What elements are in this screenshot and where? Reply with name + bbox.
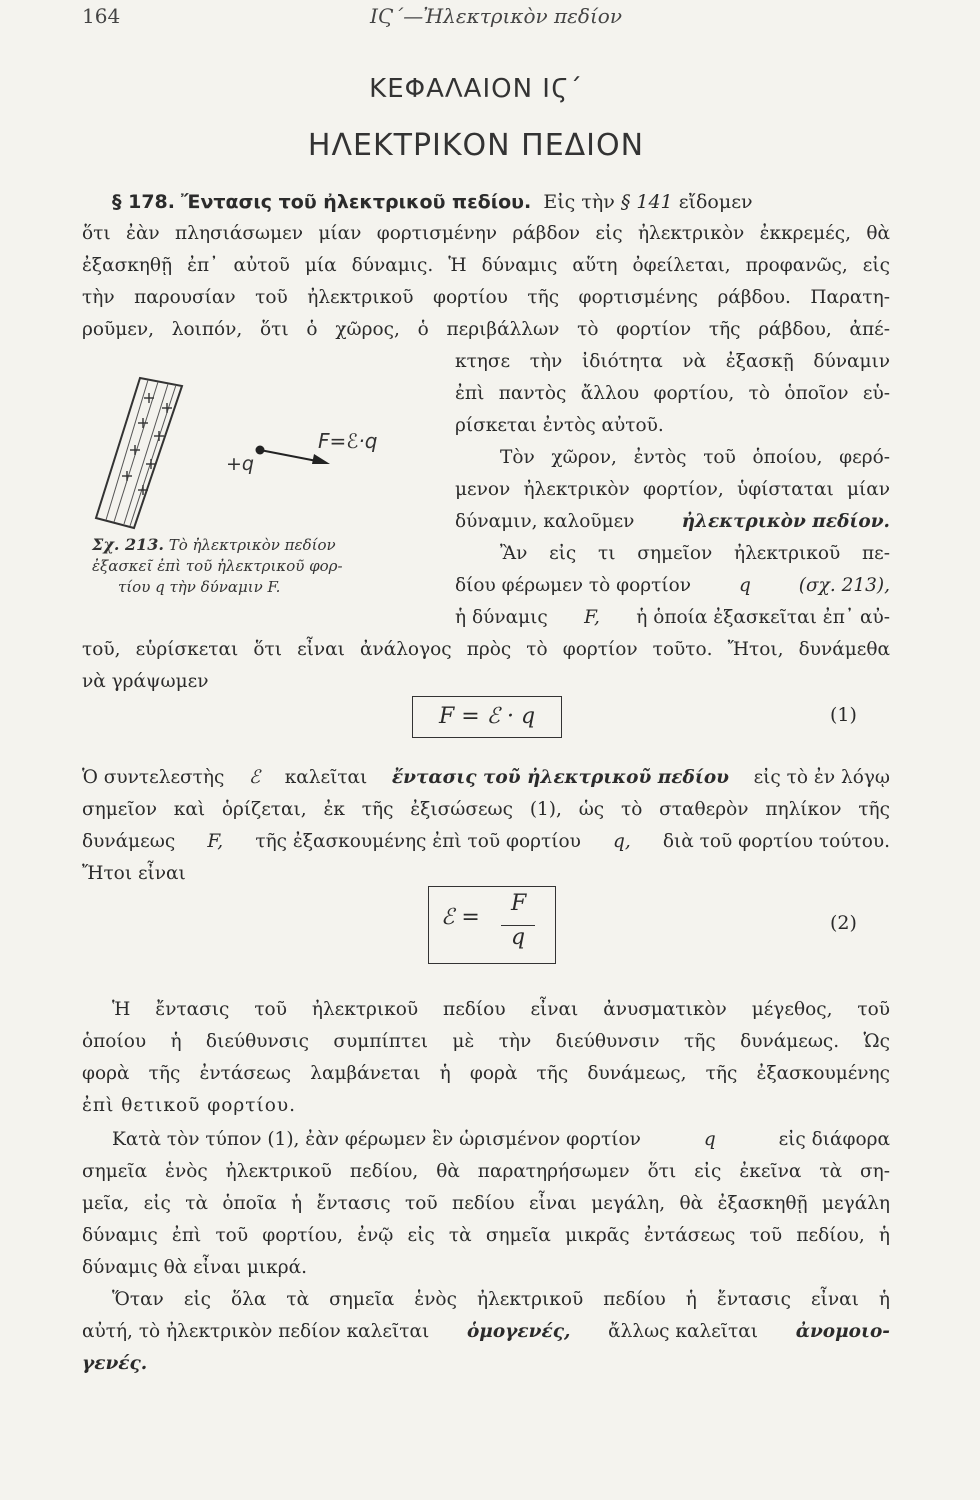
text-line — [82, 762, 890, 794]
text-line: ρίσκεται ἐντὸς αὐτοῦ. — [455, 415, 664, 436]
text-line: Τὸν χῶρον, ἐντὸς τοῦ ὁποίου, φερό- — [500, 447, 890, 468]
running-title: ΙϚ΄—Ἠλεκτρικὸν πεδίον — [370, 4, 622, 28]
term-field-intensity: ἔντασις τοῦ ἠλεκτρικοῦ πεδίου — [391, 767, 729, 788]
text-segment: (σχ. 213), — [798, 575, 890, 596]
symbol-q: q, — [612, 831, 631, 852]
page-number: 164 — [82, 4, 121, 28]
force-arrowhead — [312, 454, 330, 464]
text-segment: καλεῖται — [284, 767, 368, 788]
caption-text: ἐξασκεῖ ἐπὶ τοῦ ἠλεκτρικοῦ φορ- — [92, 557, 343, 575]
text-line: κτησε τὴν ἰδιότητα νὰ ἐξασκῇ δύναμιν — [455, 351, 890, 372]
text-segment: εἰς τὸ ἐν λόγῳ — [753, 767, 890, 788]
text-line: σημεῖα ἑνὸς ἠλεκτρικοῦ πεδίου, θὰ παρατηρήσωμεν ὅτι εἰς ἐκεῖνα τὰ ση- — [82, 1161, 890, 1182]
text-line: μεῖα, εἰς τὰ ὁποῖα ἡ ἔντασις τοῦ πεδίου εἶναι μεγάλη, θὰ ἐξασκηθῇ μεγάλη — [82, 1193, 890, 1214]
section-number: § 178. — [112, 191, 175, 213]
charged-rod — [96, 378, 182, 528]
caption-text: Τὸ ἠλεκτρικὸν πεδίον — [168, 536, 336, 554]
text-line: ροῦμεν, λοιπόν, ὅτι ὁ χῶρος, ὁ περιβάλλων τὸ φορτίον τῆς ράβδου, ἀπέ- — [82, 319, 890, 340]
term-inhomogeneous: ἀνομοιο- — [795, 1321, 890, 1342]
text-line: ὁποίου ἡ διεύθυνσις συμπίπτει μὲ τὴν διεύθυνσιν τῆς δυνάμεως. Ὡς — [82, 1031, 890, 1052]
text-line — [455, 570, 890, 602]
equation-2-lhs: ℰ = — [441, 905, 480, 930]
text-line: δύναμις ἐπὶ τοῦ φορτίου, ἐνῷ εἰς τὰ σημεῖα μικρᾶς ἐντάσεως τοῦ πεδίου, ἡ — [82, 1225, 890, 1246]
text-segment: αὐτή, τὸ ἠλεκτρικὸν πεδίον καλεῖται — [82, 1321, 430, 1342]
symbol-q: q — [738, 575, 751, 596]
text-segment: δυνάμεως — [82, 831, 176, 852]
figure-caption — [92, 534, 392, 598]
text-line: σημεῖον καὶ ὁρίζεται, ἐκ τῆς ἐξισώσεως (1), ὡς τὸ σταθερὸν πηλίκον τῆς — [82, 799, 890, 820]
text-segment: ἄλλως καλεῖται — [608, 1321, 758, 1342]
text-segment: εἴδομεν — [678, 191, 753, 213]
text-line: ἐπὶ παντὸς ἄλλου φορτίου, τὸ ὁποῖον εὑ- — [455, 383, 890, 404]
text-segment: ἡ δύναμις — [455, 607, 548, 628]
text-line: μενον ἠλεκτρικὸν φορτίον, ὑφίσταται μίαν — [455, 479, 890, 500]
charge-label: +q — [226, 453, 254, 475]
symbol-E: ℰ — [248, 767, 261, 788]
text-line — [455, 602, 890, 634]
text-line — [82, 826, 890, 858]
text-line: γενές. — [82, 1353, 148, 1374]
text-line: τὴν παρουσίαν τοῦ ἠλεκτρικοῦ φορτίου τῆς φορτισμένης ράβδου. Παρατη- — [82, 287, 890, 308]
text-segment: δύναμιν, καλοῦμεν — [455, 511, 635, 532]
symbol-F: F, — [584, 607, 600, 628]
equation-2-number: (2) — [830, 912, 857, 934]
text-segment: Εἰς τὴν — [543, 191, 615, 213]
equation-1: F = ℰ · q — [412, 696, 562, 738]
section-reference: § 141 — [620, 191, 673, 213]
symbol-q: q — [703, 1129, 716, 1150]
text-line: ἐξασκηθῇ ἐπ᾽ αὐτοῦ μία δύναμις. Ἡ δύναμις αὕτη ὀφείλεται, προφανῶς, εἰς — [82, 255, 890, 276]
equation-2-denominator: q — [511, 925, 526, 950]
text-line: δύναμις θὰ εἶναι μικρά. — [82, 1257, 307, 1278]
equation-1-number: (1) — [830, 704, 857, 726]
term-electric-field: ἠλεκτρικὸν πεδίον. — [681, 511, 890, 532]
caption-label: Σχ. 213. — [92, 535, 164, 554]
text-line: Ἤτοι εἶναι — [82, 863, 186, 884]
section-heading: Ἔντασις τοῦ ἠλεκτρικοῦ πεδίου. — [181, 191, 532, 213]
text-line — [455, 506, 890, 538]
text-line: ἐπὶ θετικοῦ φορτίου. — [82, 1095, 296, 1116]
text-segment: τῆς ἐξασκουμένης ἐπὶ τοῦ φορτίου — [255, 831, 581, 852]
text-line: Ἂν εἰς τι σημεῖον ἠλεκτρικοῦ πε- — [500, 543, 890, 564]
text-segment: διὰ τοῦ φορτίου τούτου. — [662, 831, 890, 852]
text-line: νὰ γράψωμεν — [82, 671, 209, 692]
text-segment: δίου φέρωμεν τὸ φορτίον — [455, 575, 691, 596]
equation-2 — [428, 886, 556, 964]
text-line — [82, 1316, 890, 1348]
term-homogeneous: ὁμογενές, — [466, 1321, 571, 1342]
equation-2-numerator: F — [511, 891, 527, 916]
text-line: Ὅταν εἰς ὅλα τὰ σημεῖα ἑνὸς ἠλεκτρικοῦ πεδίου ἡ ἔντασις εἶναι ἡ — [112, 1289, 890, 1310]
text-segment: εἰς διάφορα — [778, 1129, 890, 1150]
force-label: F=ℰ·q — [318, 429, 378, 453]
text-line: τοῦ, εὑρίσκεται ὅτι εἶναι ἀνάλογος πρὸς τὸ φορτίον τοῦτο. Ἤτοι, δυνάμεθα — [82, 639, 890, 660]
chapter-title: ΗΛΕΚΤΡΙΚΟΝ ΠΕΔΙΟΝ — [307, 128, 645, 163]
force-vector — [260, 450, 322, 462]
caption-text: τίου q τὴν δύναμιν F. — [118, 578, 281, 596]
text-segment: ἡ ὁποία ἐξασκεῖται ἐπ᾽ αὐ- — [636, 607, 890, 628]
symbol-F: F, — [207, 831, 224, 852]
text-segment: Ὁ συντελεστὴς — [82, 767, 225, 788]
section-heading-line — [112, 186, 890, 218]
text-line: Ἡ ἔντασις τοῦ ἠλεκτρικοῦ πεδίου εἶναι ἀνυσματικὸν μέγεθος, τοῦ — [112, 999, 890, 1020]
text-segment: Κατὰ τὸν τύπον (1), ἐὰν φέρωμεν ἓν ὡρισμένον φορτίον — [112, 1129, 641, 1150]
text-line: ὅτι ἐὰν πλησιάσωμεν μίαν φορτισμένην ράβδον εἰς ἠλεκτρικὸν ἐκκρεμές, θὰ — [82, 223, 890, 244]
chapter-label: ΚΕΦΑΛΑΙΟΝ ΙϚ΄ — [369, 74, 583, 104]
text-line — [112, 1124, 890, 1156]
figure-213 — [82, 368, 442, 538]
text-line: φορὰ τῆς ἐντάσεως λαμβάνεται ἡ φορὰ τῆς δυνάμεως, τῆς ἐξασκουμένης — [82, 1063, 890, 1084]
